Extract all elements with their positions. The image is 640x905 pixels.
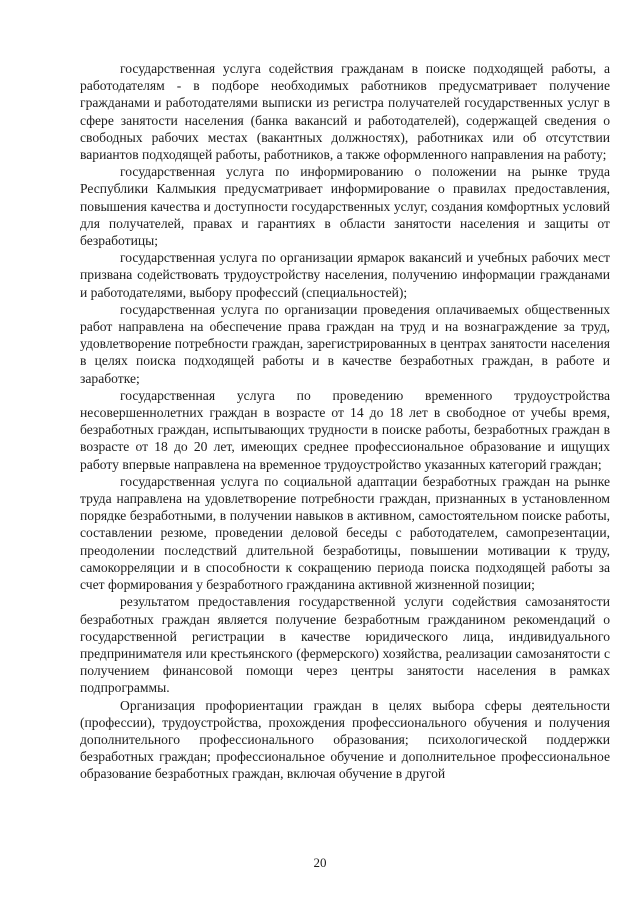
paragraph-self-employment-result: результатом предоставления государственной услуги содействия самозанятости безработных граждан является получение безработным гражданином рекомендаций о государственной регистрации в качестве юридического лица, индивидуального предпринимателя или крестьянского (фермерского) хозяйства, реализации самозанятости с получением финансовой помощи через центры занятости населения в рамках подпрограммы. — [80, 594, 610, 696]
paragraph-labor-market-info-service: государственная услуга по информированию о положении на рынке труда Республики Калмыкия предусматривает информирование о правилах предоставления, повышения качества и доступности государственных услуг, создания комфортных условий для получателей, правах и гарантиях в области занятости населения и защиты от безработицы; — [80, 164, 610, 249]
paragraph-temporary-employment-service: государственная услуга по проведению временного трудоустройства несовершеннолетних граждан в возрасте от 14 до 18 лет в свободное от учебы время, безработных граждан, испытывающих трудности в поиске работы, безработных граждан в возрасте от 18 до 20 лет, имеющих среднее профессиональное образование и ищущих работу впервые направлена на временное трудоустройство указанных категорий граждан; — [80, 387, 610, 472]
document-body — [80, 60, 610, 783]
page-number: 20 — [313, 855, 327, 870]
paragraph-job-fairs-service: государственная услуга по организации ярмарок вакансий и учебных рабочих мест призвана содействовать трудоустройству населения, получению информации гражданами и работодателями, выбору профессий (специальностей); — [80, 250, 610, 300]
paragraph-public-works-service: государственная услуга по организации проведения оплачиваемых общественных работ направлена на обеспечение права граждан на труд и на вознаграждение за труд, удовлетворение потребности граждан, зарегистрированных в центрах занятости населения в целях поиска подходящей работы и в качестве безработных граждан, в работе и заработке; — [80, 301, 610, 386]
paragraph-social-adaptation-service: государственная услуга по социальной адаптации безработных граждан на рынке труда направлена на удовлетворение потребности граждан, признанных в установленном порядке безработными, в получении навыков в активном, самостоятельном поиске работы, составлении резюме, проведении деловой беседы с работодателем, самопрезентации, преодолении последствий длительной безработицы, повышении мотивации к труду, самокорреляции и в способности к сокращению периода поиска подходящей работы за счет формирования у безработного гражданина активной жизненной позиции; — [80, 473, 610, 593]
paragraph-career-guidance: Организация профориентации граждан в целях выбора сферы деятельности (профессии), трудоустройства, прохождения профессионального обучения и получения дополнительного профессионального образования; психологической поддержки безработных граждан; профессиональное обучение и дополнительное профессиональное образование безработных граждан, включая обучение в другой — [80, 697, 610, 782]
paragraph-job-search-service: государственная услуга содействия гражданам в поиске подходящей работы, а работодателям - в подборе необходимых работников предусматривает получение гражданами и работодателями выписки из регистра получателей государственных услуг в сфере занятости населения (банка вакансий и работодателей), содержащей сведения о свободных рабочих местах (вакантных должностях), работниках или об отсутствии вариантов подходящей работы, работников, а также оформленного направления на работу; — [80, 61, 610, 163]
